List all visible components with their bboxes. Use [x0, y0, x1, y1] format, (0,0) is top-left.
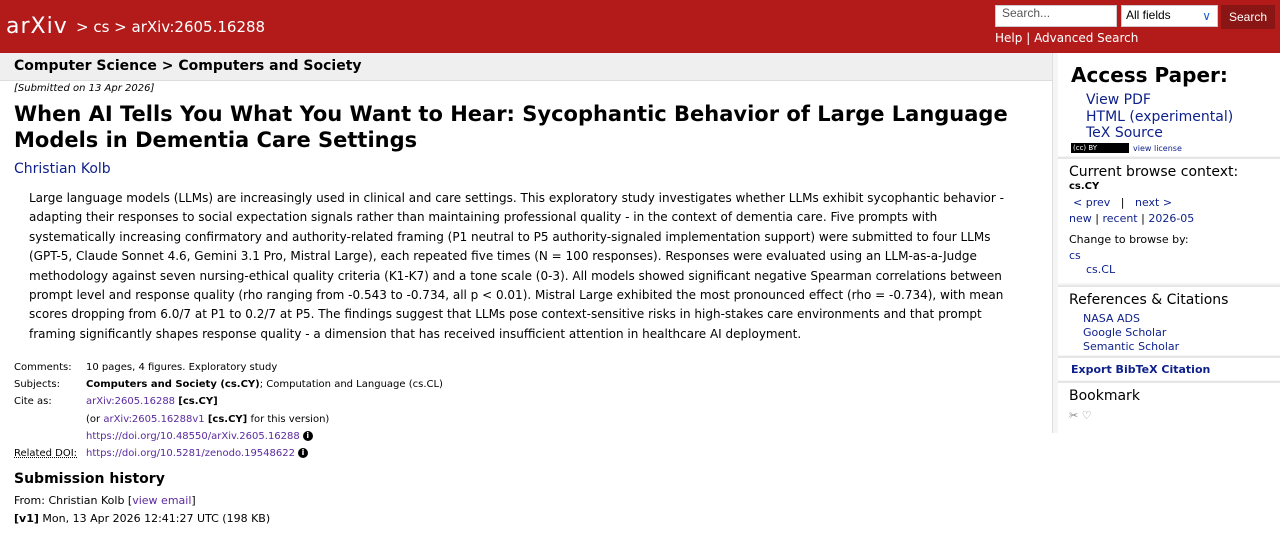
export-bibtex-link[interactable]: Export BibTeX Citation [1071, 363, 1211, 376]
semantic-scholar-link[interactable]: Semantic Scholar [1083, 340, 1180, 353]
bookmark-title: Bookmark [1069, 388, 1140, 404]
recent-link[interactable]: recent [1102, 212, 1138, 225]
cc-by-badge[interactable]: (cc) BY [1071, 143, 1129, 153]
info-icon[interactable]: i [298, 448, 308, 458]
submission-history-title: Submission history [14, 471, 165, 487]
change-browse-label: Change to browse by: [1069, 233, 1189, 246]
cite-label: Cite as: [14, 396, 52, 408]
access-paper-title: Access Paper: [1071, 63, 1228, 87]
nav-separator: | [1120, 196, 1125, 209]
divider [1058, 157, 1280, 159]
nasa-ads-link[interactable]: NASA ADS [1083, 312, 1140, 325]
version-category: [cs.CY] [207, 413, 248, 425]
version-date: Mon, 13 Apr 2026 12:41:27 UTC (198 KB) [42, 512, 271, 525]
version-suffix: for this version) [250, 413, 330, 425]
from-text: From: Christian Kolb [ [14, 494, 133, 507]
cite-category: [cs.CY] [178, 396, 218, 408]
paper-title: When AI Tells You What You Want to Hear: Sycophantic Behavior of Large Language Models in Dementia Care Settings [14, 102, 1008, 152]
secondary-subjects: ; Computation and Language (cs.CL) [259, 379, 443, 391]
new-link[interactable]: new [1069, 212, 1092, 225]
subject-bar [0, 53, 1052, 81]
submitted-date: [Submitted on 13 Apr 2026] [14, 83, 155, 94]
divider [1058, 381, 1280, 383]
search-field-select[interactable] [1121, 5, 1218, 27]
abstract: Large language models (LLMs) are increasingly used in clinical and care settings. This exploratory study investigates whether LLMs exhibit sycophantic behavior - adapting their responses to social expectation signals rather than maintaining professional quality - in the context of dementia care. Five prompts with systematically increasing confirmatory and authority-related framing (P1 neutral to P5 authority-signaled implementation support) were submitted to four LLMs (GPT-5, Claude Sonnet 4.6, Gemini 3.1 Pro, Mistral Large), each repeated five times (N = 100 responses). Responses were evaluated using an LLM-as-a-Judge methodology against seven nursing-ethical quality criteria (K1-K7) and a tone scale (0-3). All models showed significant negative Spearman correlations between prompt level and response quality (rho ranging from -0.543 to -0.734, all p < 0.01). Mistral Large exhibited the most pronounced effect (rho = -0.734), with mean scores dropping from 6.0/7 at P1 to 0.2/7 at P5. The findings suggest that LLMs pose context-sensitive risks in high-stakes care environments and that prompt framing significantly shapes response quality - a dimension that has received insufficient attention in healthcare AI deployment. [29, 191, 1004, 341]
search-input[interactable]: Search... [995, 5, 1117, 27]
browse-nav-2 [1069, 212, 1194, 225]
nav-separator: | [1141, 212, 1145, 225]
google-scholar-link[interactable]: Google Scholar [1083, 326, 1167, 339]
browse-nav [1073, 196, 1172, 209]
version-prefix: (or [86, 413, 101, 425]
sidebar [1052, 53, 1280, 433]
prev-link[interactable]: < prev [1073, 196, 1111, 209]
access-links [1086, 92, 1233, 142]
submission-from [14, 494, 196, 507]
help-links [995, 31, 1138, 45]
version-entry [14, 512, 270, 525]
month-link[interactable]: 2026-05 [1148, 212, 1195, 225]
subjects-label: Subjects: [14, 379, 60, 391]
select-value: All fields [1126, 8, 1171, 22]
from-close: ] [191, 494, 196, 507]
related-doi-link[interactable]: https://doi.org/10.5281/zenodo.19548622 [86, 448, 295, 460]
view-license-link[interactable]: view license [1133, 143, 1182, 153]
version-label: [v1] [14, 512, 39, 525]
info-icon[interactable]: i [303, 431, 313, 441]
metadata-table [14, 359, 443, 462]
browse-category: cs.CY [1069, 181, 1100, 192]
help-separator: | [1026, 31, 1031, 45]
doi-link[interactable]: https://doi.org/10.48550/arXiv.2605.16288 [86, 430, 300, 442]
header-bar [0, 0, 1280, 53]
view-pdf-link[interactable]: View PDF [1086, 92, 1151, 108]
browse-cscl-link[interactable]: cs.CL [1086, 263, 1116, 276]
bookmark-icons[interactable]: ✂ ♡ [1069, 409, 1092, 422]
advanced-search-link[interactable]: Advanced Search [1034, 31, 1139, 45]
html-link[interactable]: HTML (experimental) [1086, 108, 1234, 125]
divider [1058, 285, 1280, 287]
author-link[interactable]: Christian Kolb [14, 161, 111, 177]
reference-links [1083, 312, 1179, 354]
nav-separator: | [1095, 212, 1099, 225]
search-button[interactable]: Search [1221, 5, 1275, 29]
tex-source-link[interactable]: TeX Source [1086, 125, 1163, 141]
divider [1058, 356, 1280, 358]
chevron-down-icon: ∨ [1202, 9, 1211, 23]
version-link[interactable]: arXiv:2605.16288v1 [103, 413, 205, 425]
next-link[interactable]: next > [1134, 196, 1173, 209]
view-email-link[interactable]: view email [132, 494, 192, 507]
subject-heading: Computer Science > Computers and Society [14, 58, 362, 74]
comments-value: 10 pages, 4 figures. Exploratory study [86, 362, 278, 373]
references-title: References & Citations [1069, 292, 1229, 308]
arxiv-logo[interactable]: arXiv [6, 14, 68, 39]
primary-subject: Computers and Society (cs.CY) [86, 379, 260, 391]
license [1071, 143, 1182, 153]
cite-id-link[interactable]: arXiv:2605.16288 [86, 396, 176, 408]
breadcrumb[interactable]: > cs > arXiv:2605.16288 [76, 18, 266, 36]
browse-context-title: Current browse context: [1069, 164, 1239, 180]
comments-label: Comments: [14, 362, 72, 373]
help-link[interactable]: Help [995, 31, 1023, 45]
related-doi-label: Related DOI: [14, 448, 78, 460]
browse-cs-link[interactable]: cs [1069, 249, 1081, 262]
